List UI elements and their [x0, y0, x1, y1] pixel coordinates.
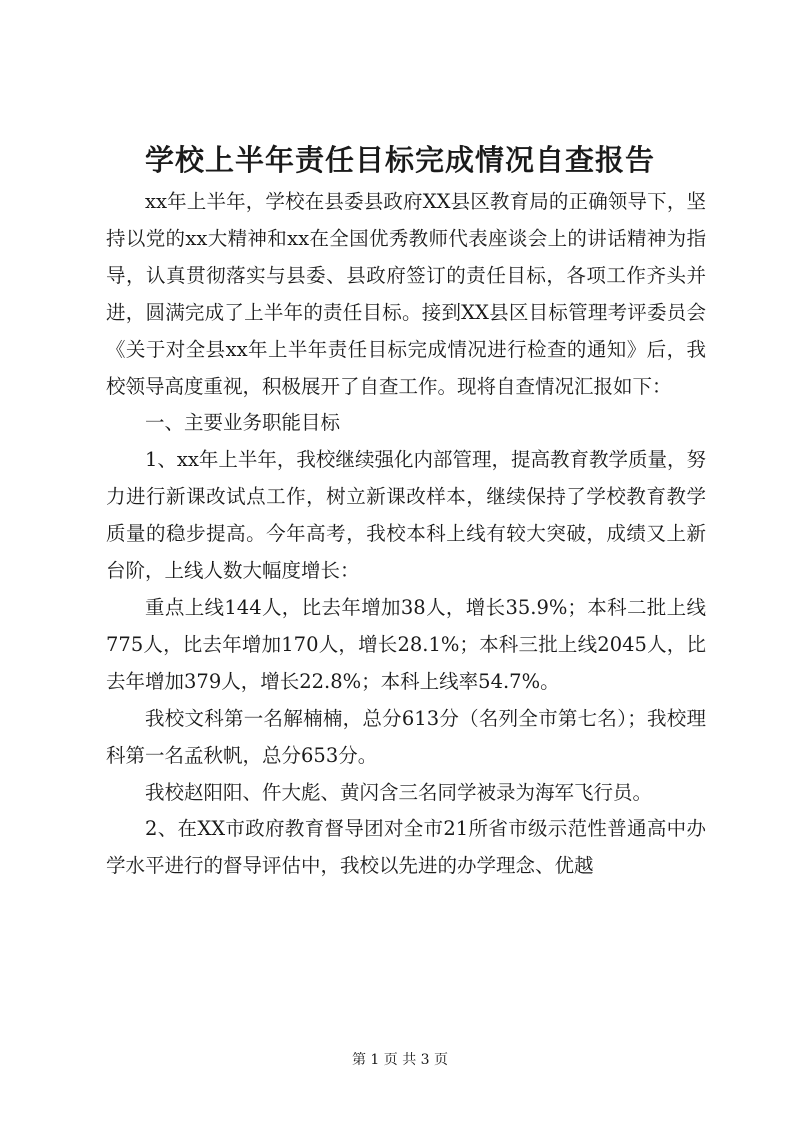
paragraph-exam-results: 重点上线144人，比去年增加38人，增长35.9%；本科二批上线775人，比去年增加170人，增长28.1%；本科三批上线2045人，比去年增加379人，增长22.8%；本科上线率54.7%。 — [106, 595, 706, 693]
paragraph-intro: xx年上半年，学校在县委县政府XX县区教育局的正确领导下，坚持以党的xx大精神和xx在全国优秀教师代表座谈会上的讲话精神为指导，认真贯彻落实与县委、县政府签订的责任目标，各项工作齐头并进，圆满完成了上半年的责任目标。接到XX县区目标管理考评委员会《关于对全县xx年上半年责任目标完成情况进行检查的通知》后，我校领导高度重视，积极展开了自查工作。现将自查情况汇报如下： — [106, 190, 706, 398]
paragraph-top-students: 我校文科第一名解楠楠，总分613分（名列全市第七名）；我校理科第一名孟秋帆，总分653分。 — [106, 706, 706, 767]
paragraph-item-2: 2、在XX市政府教育督导团对全市21所省市级示范性普通高中办学水平进行的督导评估中，我校以先进的办学理念、优越 — [106, 817, 706, 878]
section-heading-main-goals: 一、主要业务职能目标 — [145, 411, 341, 435]
paragraph-item-1: 1、xx年上半年，我校继续强化内部管理，提高教育教学质量，努力进行新课改试点工作，树立新课改样本，继续保持了学校教育教学质量的稳步提高。今年高考，我校本科上线有较大突破，成绩又上新台阶，上线人数大幅度增长： — [106, 448, 706, 583]
paragraph-pilots: 我校赵阳阳、仵大彪、黄闪含三名同学被录为海军飞行员。 — [145, 780, 653, 804]
page-number-footer: 第 1 页 共 3 页 — [351, 1052, 449, 1068]
document-body — [106, 184, 706, 885]
document-title: 学校上半年责任目标完成情况自查报告 — [144, 143, 655, 177]
